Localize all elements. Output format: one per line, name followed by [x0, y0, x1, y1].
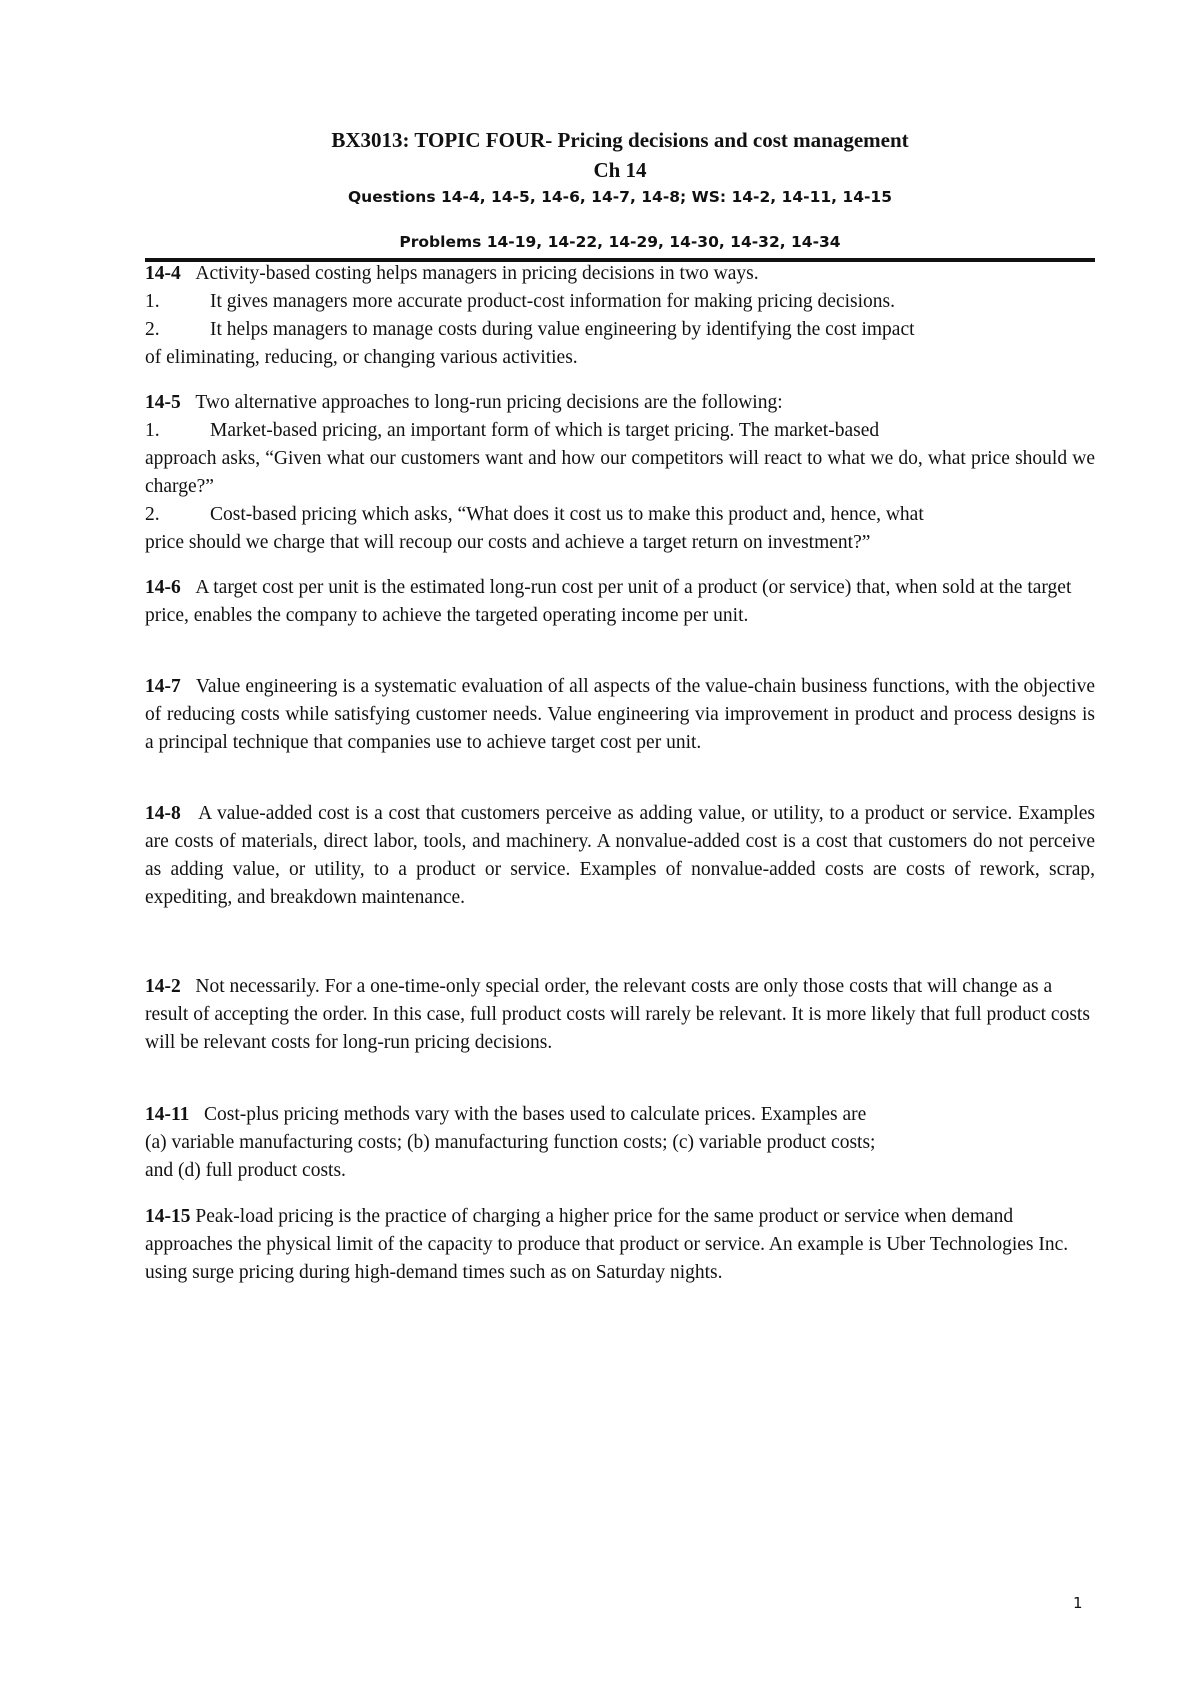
question-number: 14-2 [145, 976, 181, 997]
answer-14-11 [145, 1101, 1095, 1185]
list-item [145, 316, 1095, 344]
document-title: BX3013: TOPIC FOUR- Pricing decisions and cost management [331, 128, 909, 152]
questions-list: Questions 14-4, 14-5, 14-6, 14-7, 14-8; WS: 14-2, 14-11, 14-15 [347, 188, 892, 206]
list-text: It helps managers to manage costs during value engineering by identifying the cost impact [210, 319, 915, 340]
list-item [145, 417, 1095, 445]
page-number: 1 [1073, 1594, 1083, 1612]
answer-text: and (d) full product costs. [145, 1160, 346, 1181]
answer-text: Value engineering is a systematic evaluation of all aspects of the value-chain business functions, with the objective of reducing costs while satisfying customer needs. Value engineering via improvement in product and process designs is a principal technique that companies use to achieve target cost per unit. [145, 676, 1095, 753]
answer-14-15 [145, 1203, 1095, 1287]
list-item [145, 288, 1095, 316]
list-text: It gives managers more accurate product-cost information for making pricing decisions. [210, 291, 895, 312]
question-number: 14-8 [145, 803, 181, 824]
question-number: 14-4 [145, 263, 181, 284]
list-continuation: approach asks, “Given what our customers want and how our competitors will react to what we do, what price should we charge?” [145, 448, 1095, 497]
answer-14-8 [145, 800, 1095, 912]
question-number: 14-5 [145, 392, 181, 413]
answer-14-4 [145, 260, 1095, 372]
answer-14-7 [145, 673, 1095, 757]
list-item [145, 501, 1095, 529]
answer-intro: Two alternative approaches to long-run pricing decisions are the following: [195, 392, 783, 413]
list-text: Market-based pricing, an important form of which is target pricing. The market-based [210, 420, 880, 441]
list-text: Cost-based pricing which asks, “What does it cost us to make this product and, hence, what [210, 504, 924, 525]
answer-14-6 [145, 574, 1095, 630]
list-marker: 2. [145, 319, 160, 340]
answer-text: Cost-plus pricing methods vary with the bases used to calculate prices. Examples are [204, 1104, 867, 1125]
question-number: 14-11 [145, 1104, 190, 1125]
answer-text: A target cost per unit is the estimated long-run cost per unit of a product (or service) that, when sold at the target price, enables the company to achieve the targeted operating income per unit. [145, 577, 1072, 626]
answer-14-2 [145, 973, 1095, 1057]
answer-intro: Activity-based costing helps managers in pricing decisions in two ways. [195, 263, 759, 284]
list-marker: 1. [145, 291, 160, 312]
list-marker: 1. [145, 420, 160, 441]
question-number: 14-15 [145, 1206, 191, 1227]
chapter-label: Ch 14 [593, 158, 647, 182]
problems-list: Problems 14-19, 14-22, 14-29, 14-30, 14-32, 14-34 [399, 233, 841, 251]
question-number: 14-7 [145, 676, 181, 697]
answer-text: A value-added cost is a cost that customers perceive as adding value, or utility, to a product or service. Examples are costs of materials, direct labor, tools, and machinery. A nonvalue-added cost is a cost that customers do not perceive as adding value, or utility, to a product or service. Examples of nonvalue-added costs are costs of rework, scrap, expediting, and breakdown maintenance. [145, 803, 1096, 908]
list-marker: 2. [145, 504, 160, 525]
answer-14-5 [145, 389, 1095, 557]
answer-text: Peak-load pricing is the practice of charging a higher price for the same product or service when demand approaches the physical limit of the capacity to produce that product or service. An example is Uber Technologies Inc. using surge pricing during high-demand times such as on Saturday nights. [145, 1206, 1069, 1283]
answer-text: (a) variable manufacturing costs; (b) manufacturing function costs; (c) variable product costs; [145, 1132, 876, 1153]
list-continuation: of eliminating, reducing, or changing various activities. [145, 347, 578, 368]
list-continuation: price should we charge that will recoup our costs and achieve a target return on investment?” [145, 532, 871, 553]
answer-text: Not necessarily. For a one-time-only special order, the relevant costs are only those costs that will change as a result of accepting the order. In this case, full product costs will rarely be relevant. It is more likely that full product costs will be relevant costs for long-run pricing decisions. [145, 976, 1090, 1053]
question-number: 14-6 [145, 577, 181, 598]
